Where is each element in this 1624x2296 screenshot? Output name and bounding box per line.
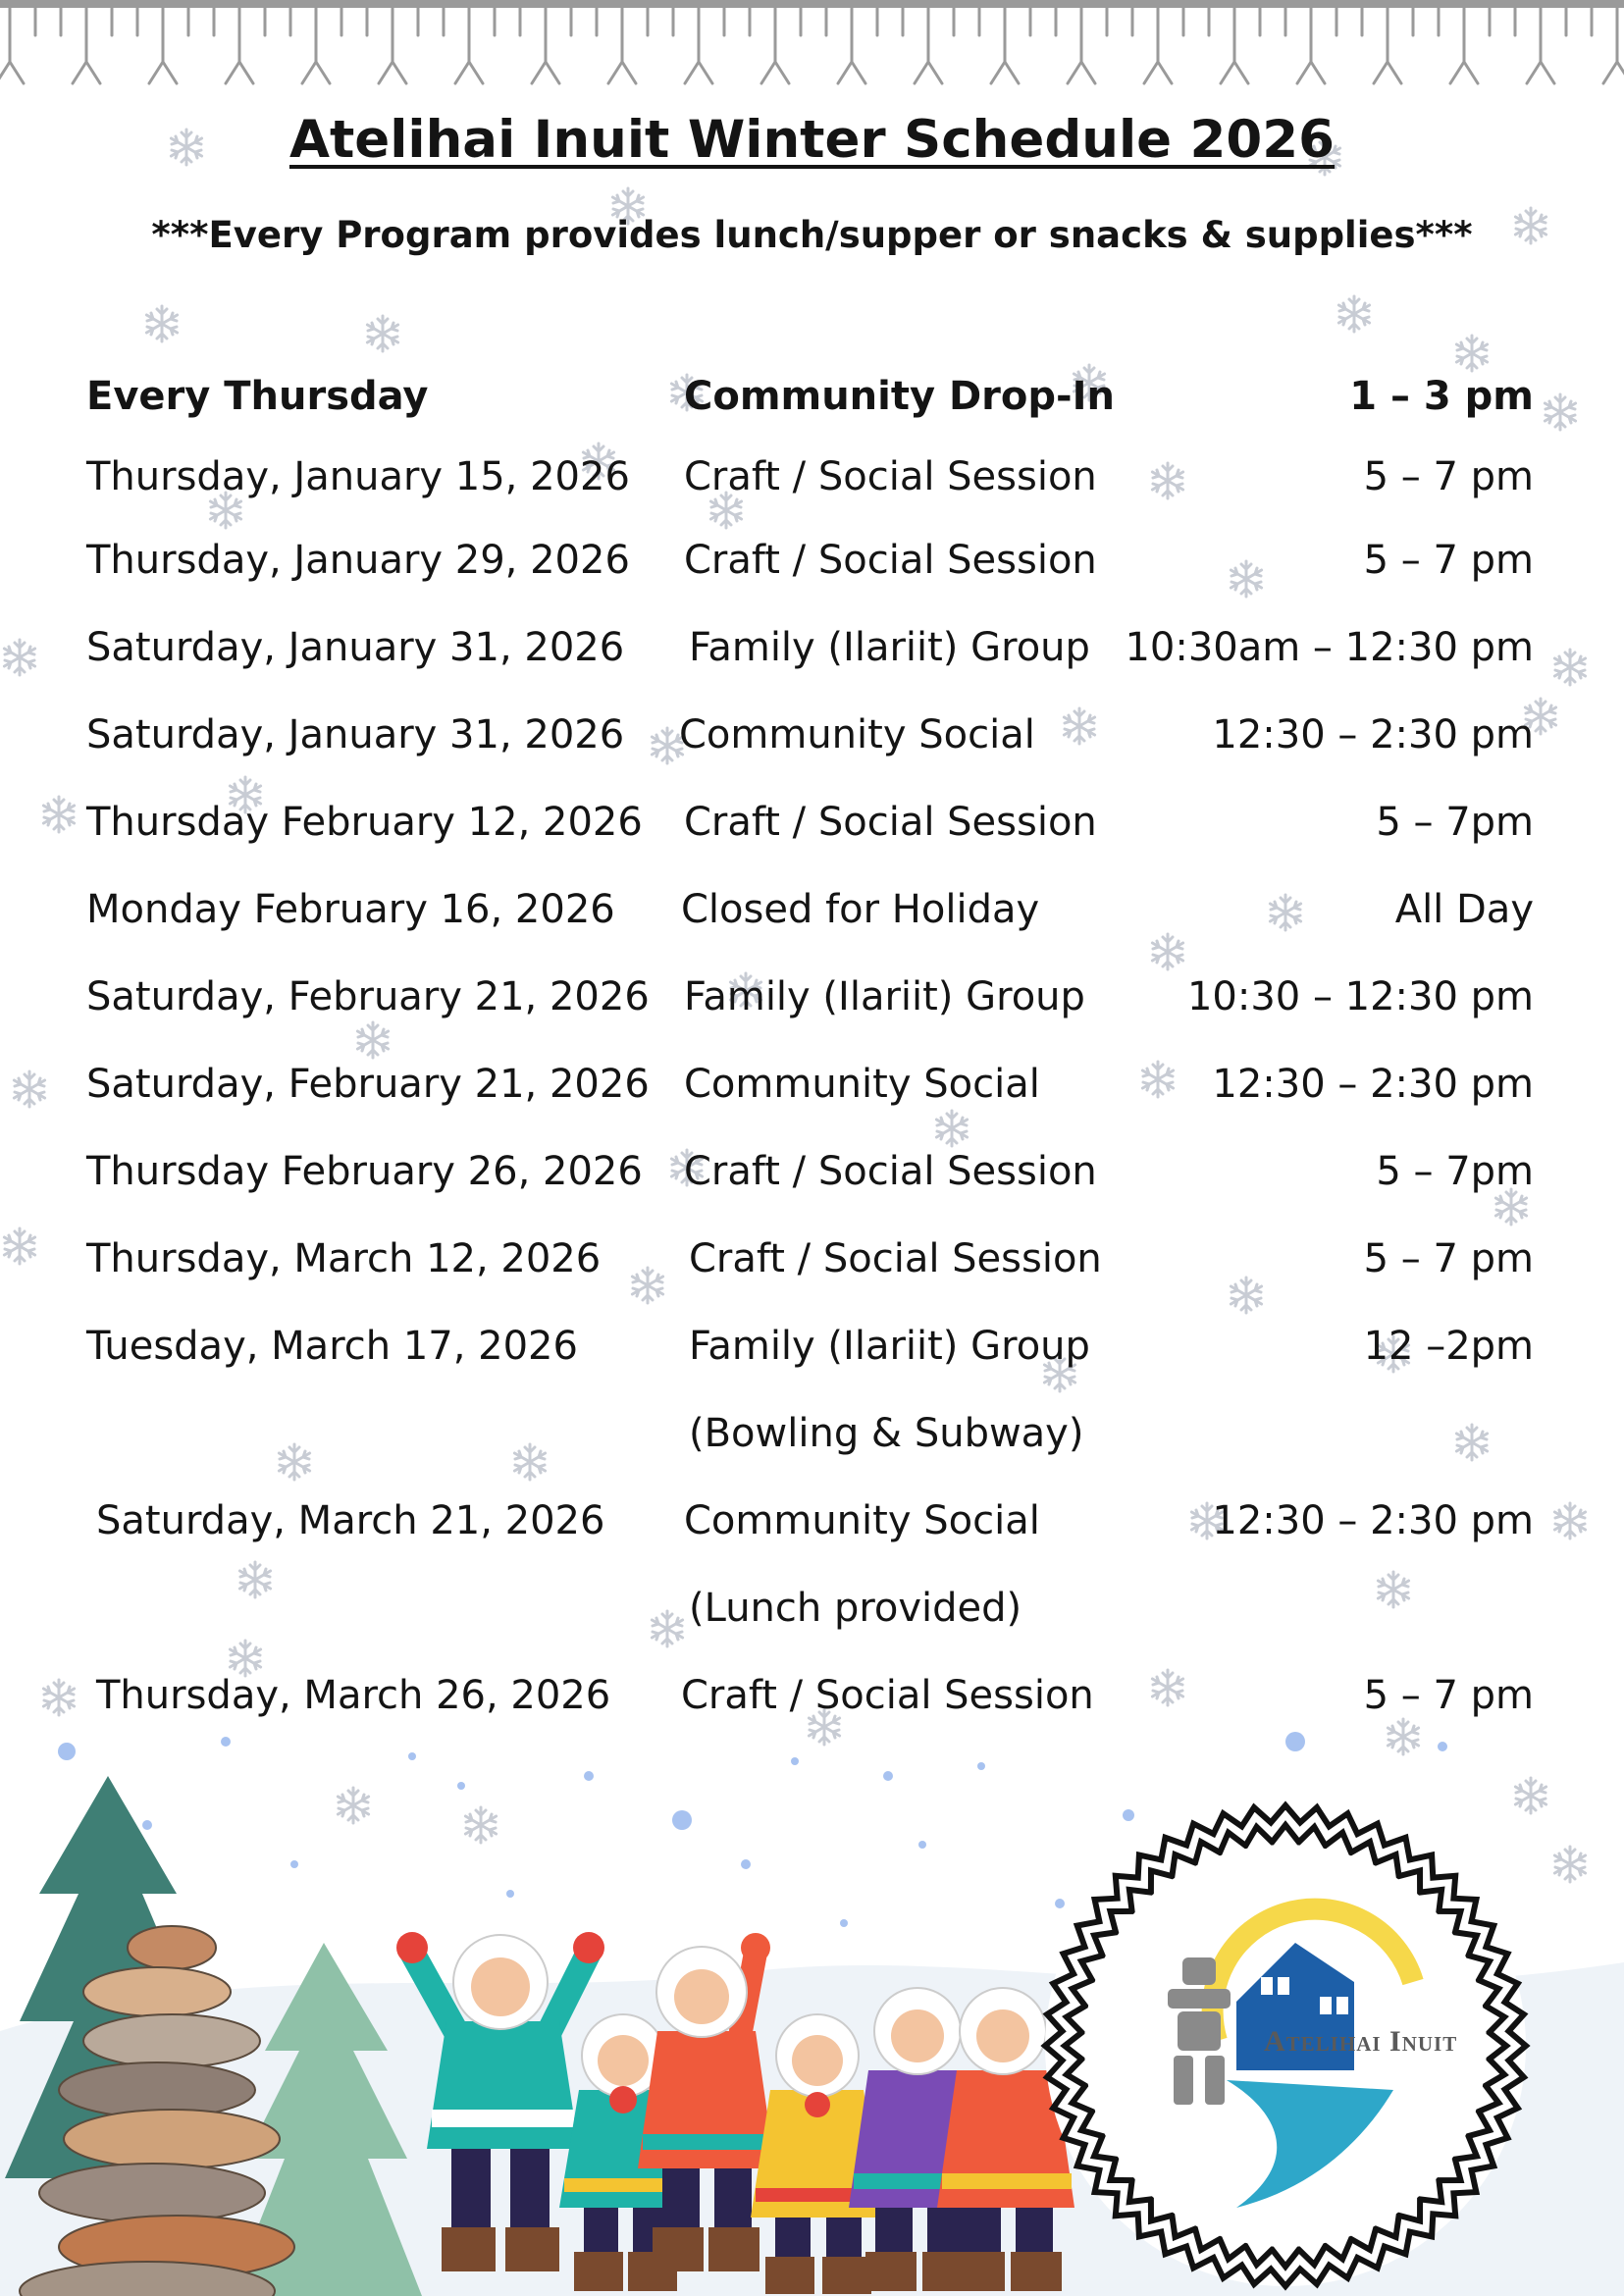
schedule-program: Craft / Social Session [681,1673,1094,1718]
schedule-date: Saturday, January 31, 2026 [86,625,625,670]
schedule-time: All Day [1394,887,1534,932]
schedule-date: Thursday, January 15, 2026 [86,454,630,499]
table-row [0,705,1624,764]
schedule-program: Craft / Social Session [684,454,1097,499]
schedule-program: Community Social [679,712,1035,757]
schedule-time: 5 – 7pm [1376,800,1534,845]
schedule-time: 12:30 – 2:30 pm [1212,712,1534,757]
schedule-program: Craft / Social Session [684,1149,1097,1194]
schedule-time: 5 – 7 pm [1363,454,1534,499]
schedule-program: Family (Ilariit) Group [689,625,1090,670]
table-row [0,1491,1624,1550]
schedule-program: Family (Ilariit) Group [684,974,1085,1019]
table-row [0,447,1624,506]
schedule-time: 12:30 – 2:30 pm [1212,1498,1534,1543]
schedule-program: Craft / Social Session [684,538,1097,583]
table-row [0,1666,1624,1725]
schedule-program: Community Social [684,1498,1040,1543]
schedule-header-row [0,367,1624,426]
page-title: Atelihai Inuit Winter Schedule 2026 [288,110,1336,170]
table-row [0,1229,1624,1288]
schedule-time: 12 –2pm [1363,1324,1534,1369]
table-row [0,531,1624,590]
table-row [0,793,1624,852]
schedule-time: 5 – 7pm [1376,1149,1534,1194]
schedule-program: Family (Ilariit) Group [689,1324,1090,1369]
schedule-time: 12:30 – 2:30 pm [1212,1062,1534,1107]
schedule-program: Community Social [684,1062,1040,1107]
schedule-date: Saturday, February 21, 2026 [86,1062,650,1107]
schedule-program: Closed for Holiday [681,887,1040,932]
schedule-date: Thursday February 12, 2026 [86,800,643,845]
schedule-date: Thursday, March 12, 2026 [86,1236,602,1281]
table-row [0,967,1624,1026]
schedule-time: 1 – 3 pm [1349,374,1534,419]
schedule-program: Community Drop-In [684,374,1115,419]
schedule-date: Monday February 16, 2026 [86,887,615,932]
schedule-program: Craft / Social Session [684,800,1097,845]
schedule-date: Thursday February 26, 2026 [86,1149,643,1194]
page-subtitle: ***Every Program provides lunch/supper or snacks & supplies*** [151,214,1473,256]
schedule-note: (Bowling & Subway) [689,1411,1084,1456]
table-row [0,880,1624,939]
schedule-time: 5 – 7 pm [1363,538,1534,583]
schedule-date: Tuesday, March 17, 2026 [86,1324,578,1369]
table-row [0,618,1624,677]
table-row [0,1142,1624,1201]
schedule-note: (Lunch provided) [689,1586,1022,1631]
schedule-date: Saturday, March 21, 2026 [96,1498,605,1543]
schedule-time: 5 – 7 pm [1363,1673,1534,1718]
logo-badge [1045,1805,1526,2286]
icicle-bar [0,0,1624,8]
icicle-icon [0,8,1624,83]
schedule-date: Thursday, March 26, 2026 [96,1673,611,1718]
logo-text: Atelihai Inuit [1264,2025,1458,2058]
schedule-date: Thursday, January 29, 2026 [86,538,630,583]
schedule-date: Every Thursday [86,374,429,419]
schedule-time: 5 – 7 pm [1363,1236,1534,1281]
schedule-time: 10:30am – 12:30 pm [1125,625,1534,670]
schedule-program: Craft / Social Session [689,1236,1102,1281]
table-row [0,1055,1624,1114]
schedule-date: Saturday, January 31, 2026 [86,712,625,757]
table-row [0,1317,1624,1376]
schedule-time: 10:30 – 12:30 pm [1186,974,1534,1019]
schedule-date: Saturday, February 21, 2026 [86,974,650,1019]
